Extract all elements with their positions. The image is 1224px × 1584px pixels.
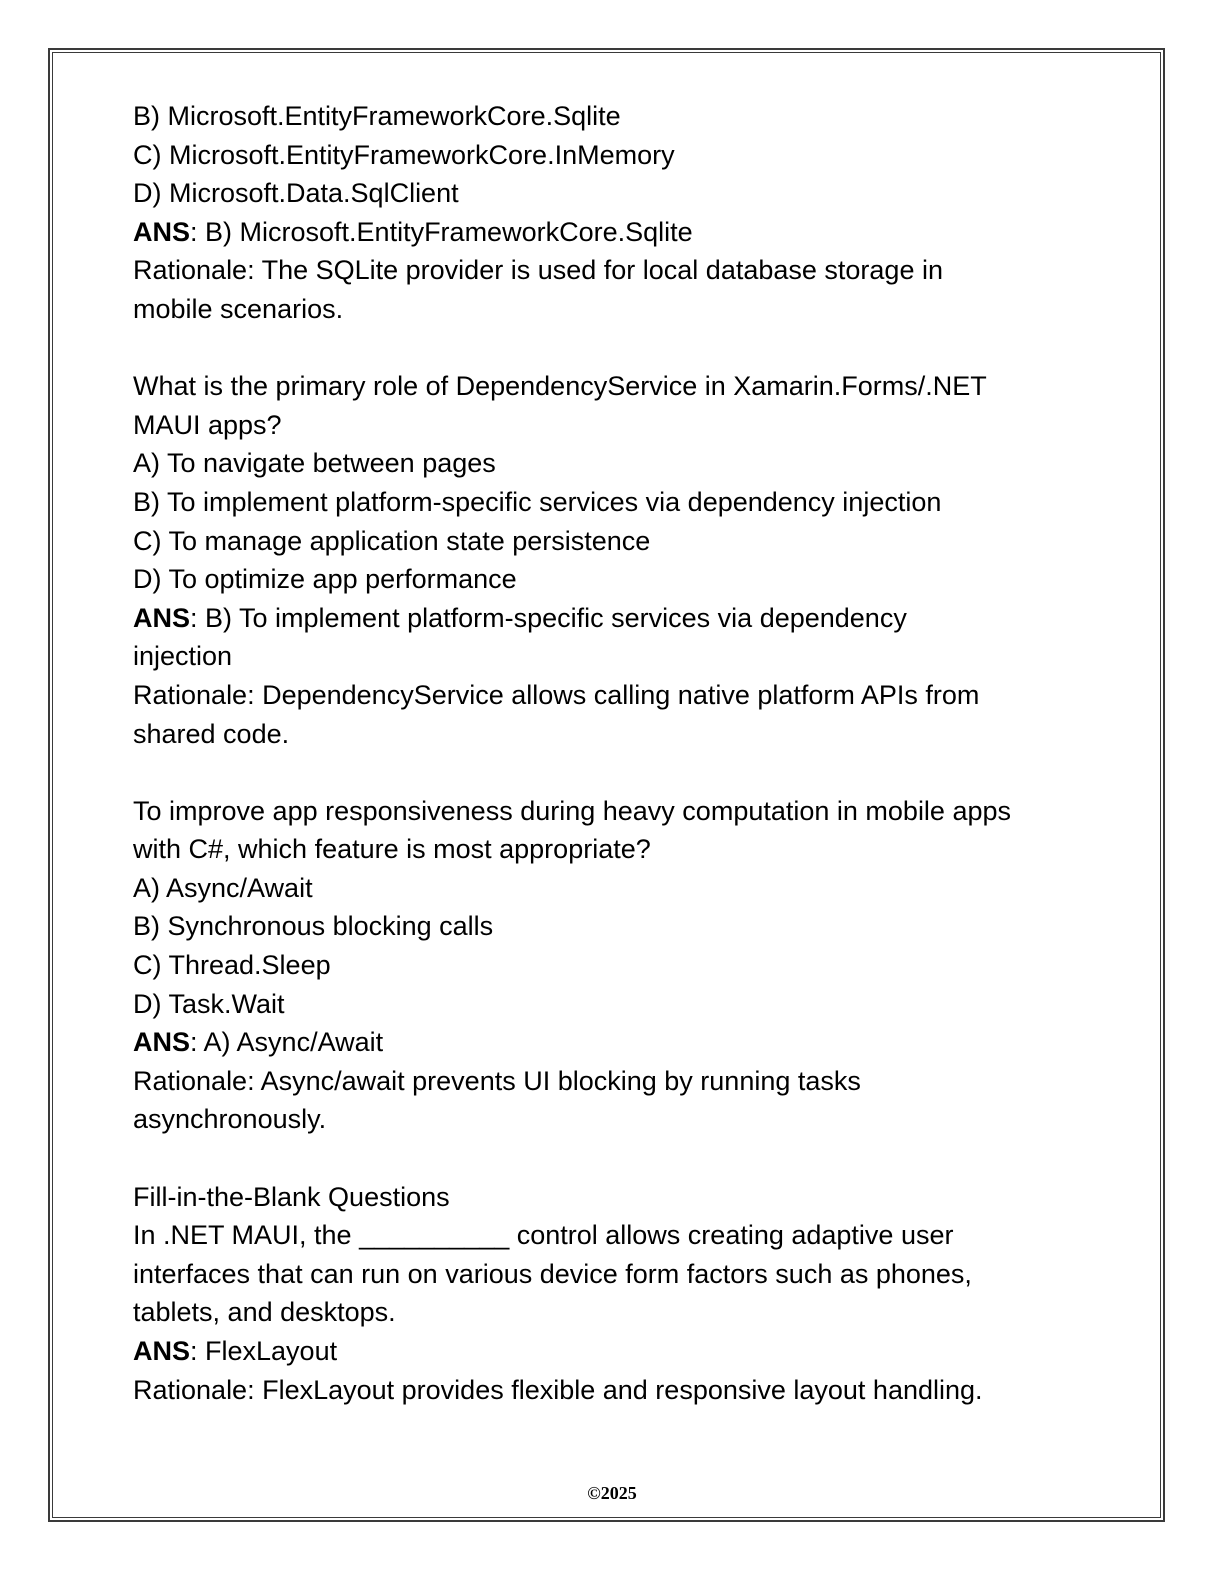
answer-line <box>133 1023 1093 1062</box>
question-line: What is the primary role of DependencyService in Xamarin.Forms/.NET <box>133 371 987 402</box>
answer-continuation: injection <box>133 641 233 672</box>
copyright-footer: ©2025 <box>587 1483 637 1503</box>
spacer <box>133 1139 1093 1178</box>
option-b: B) To implement platform-specific services via dependency injection <box>133 486 942 517</box>
option-d: D) Task.Wait <box>133 988 285 1019</box>
section-heading: Fill-in-the-Blank Questions <box>133 1181 450 1212</box>
option-c: C) Thread.Sleep <box>133 950 331 981</box>
answer-text: : A) Async/Await <box>190 1027 384 1058</box>
rationale-line: shared code. <box>133 718 290 749</box>
document-body <box>133 97 1093 1409</box>
answer-label: ANS <box>133 216 191 247</box>
answer-text: : FlexLayout <box>190 1336 338 1366</box>
answer-line <box>133 1332 1093 1371</box>
question-line: interfaces that can run on various device form factors such as phones, <box>133 1258 972 1289</box>
option-c: C) Microsoft.EntityFrameworkCore.InMemory <box>133 139 675 170</box>
question-line: To improve app responsiveness during heavy computation in mobile apps <box>133 795 1012 826</box>
option-c: C) To manage application state persistence <box>133 525 651 556</box>
answer-line <box>133 213 1093 252</box>
question-line: MAUI apps? <box>133 409 282 440</box>
answer-label: ANS <box>133 1336 191 1366</box>
spacer <box>133 753 1093 792</box>
answer-text: : B) To implement platform-specific services via dependency <box>190 602 907 633</box>
option-b: B) Synchronous blocking calls <box>133 911 494 942</box>
rationale-line: asynchronously. <box>133 1104 327 1135</box>
option-d: D) To optimize app performance <box>133 564 517 595</box>
option-a: A) Async/Await <box>133 872 313 903</box>
rationale-line: mobile scenarios. <box>133 293 344 324</box>
rationale-line: Rationale: DependencyService allows calling native platform APIs from <box>133 679 980 710</box>
option-d: D) Microsoft.Data.SqlClient <box>133 178 459 209</box>
spacer <box>133 329 1093 368</box>
question-line: In .NET MAUI, the __________ control allows creating adaptive user <box>133 1220 954 1251</box>
answer-text: : B) Microsoft.EntityFrameworkCore.Sqlite <box>190 216 693 247</box>
option-b: B) Microsoft.EntityFrameworkCore.Sqlite <box>133 101 621 131</box>
answer-line <box>133 599 1093 638</box>
answer-label: ANS <box>133 602 191 633</box>
answer-label: ANS <box>133 1027 191 1058</box>
rationale-line: Rationale: FlexLayout provides flexible and responsive layout handling. <box>133 1374 983 1405</box>
question-line: tablets, and desktops. <box>133 1297 396 1328</box>
rationale-line: Rationale: The SQLite provider is used for local database storage in <box>133 255 943 286</box>
rationale-line: Rationale: Async/await prevents UI blocking by running tasks <box>133 1065 861 1096</box>
question-line: with C#, which feature is most appropriate? <box>133 834 651 865</box>
option-a: A) To navigate between pages <box>133 448 496 479</box>
